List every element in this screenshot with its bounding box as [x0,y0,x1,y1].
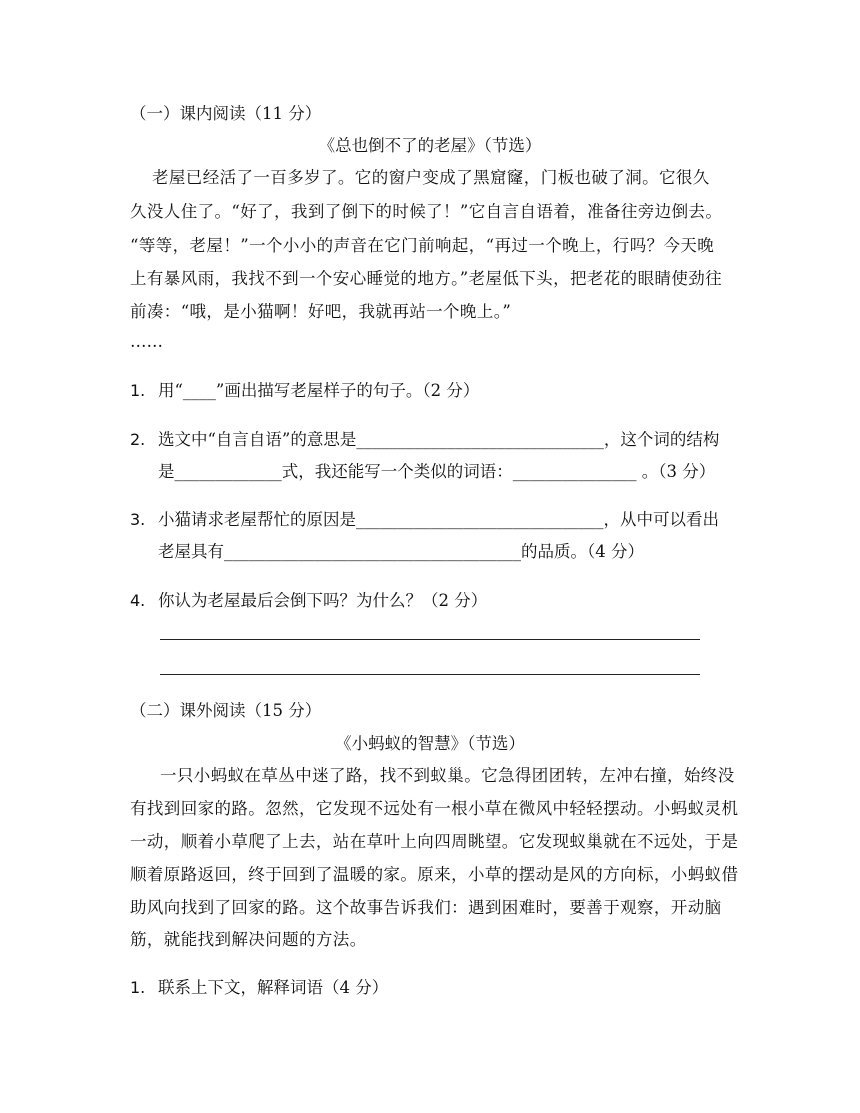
passage-line: 前凑：“哦，是小猫啊！好吧，我就再站一个晚上。” [130,302,512,321]
passage-line: 上有暴风雨，我找不到一个安心睡觉的地方。”老屋低下头，把老花的眼睛使劲往 [130,269,723,288]
question-number: 2. [130,430,146,449]
question [130,510,719,530]
question-text-continued: 老屋具有____________________________________的品质。（4 分） [158,542,644,561]
question [130,978,388,998]
passage-line: 助风向找到了回家的路。这个故事告诉我们：遇到困难时，要善于观察，开动脑 [130,898,722,917]
question-text: 联系上下文，解释词语（4 分） [158,978,389,997]
question [130,430,719,450]
passage-line: 一动，顺着小草爬了上去，站在草叶上向四周眺望。它发现蚁巢就在不远处，于是 [130,832,739,851]
passage-title: 《小蚂蚁的智慧》（节选） [335,734,525,753]
question-text: 小猫请求老屋帮忙的原因是______________________________，从中可以看出 [158,510,719,529]
passage-line: 有找到回家的路。忽然，它发现不远处有一根小草在微风中轻轻摆动。小蚂蚁灵机 [130,799,739,818]
passage-title: 《总也倒不了的老屋》（节选） [318,136,542,155]
passage-line: 顺着原路返回，终于回到了温暖的家。原来，小草的摆动是风的方向标，小蚂蚁借 [130,865,739,884]
question [130,381,479,401]
section-header: （一）课内阅读（11 分） [130,104,322,123]
question-number: 4. [130,591,146,610]
question-text-continued: 是_____________式，我还能写一个类似的词语：_______________ 。（3 分） [158,462,716,481]
section-header: （二）课外阅读（15 分） [130,701,322,720]
question-number: 1. [130,978,146,997]
ellipsis: …… [130,332,163,351]
question-text: 你认为老屋最后会倒下吗？为什么？（2 分） [158,591,488,610]
question-text: 用“____”画出描写老屋样子的句子。（2 分） [158,381,480,400]
passage-line: 一只小蚂蚁在草丛中迷了路，找不到蚁巢。它急得团团转，左冲右撞，始终没 [160,766,735,785]
question [130,591,487,611]
answer-line[interactable] [160,639,700,640]
passage-line: 筋，就能找到解决问题的方法。 [130,930,367,949]
question-text: 选文中“自言自语”的意思是______________________________，这个词的结构 [158,430,720,449]
question-number: 1. [130,381,146,400]
passage-line: 久没人住了。“好了，我到了倒下的时候了！”它自言自语着，准备往旁边倒去。 [130,202,723,221]
answer-line[interactable] [160,674,700,675]
question-number: 3. [130,510,146,529]
passage-line: “等等，老屋！”一个小小的声音在它门前响起，“再过一个晚上，行吗？今天晚 [130,236,715,255]
passage-line: 老屋已经活了一百多岁了。它的窗户变成了黑窟窿，门板也破了洞。它很久 [152,168,710,187]
